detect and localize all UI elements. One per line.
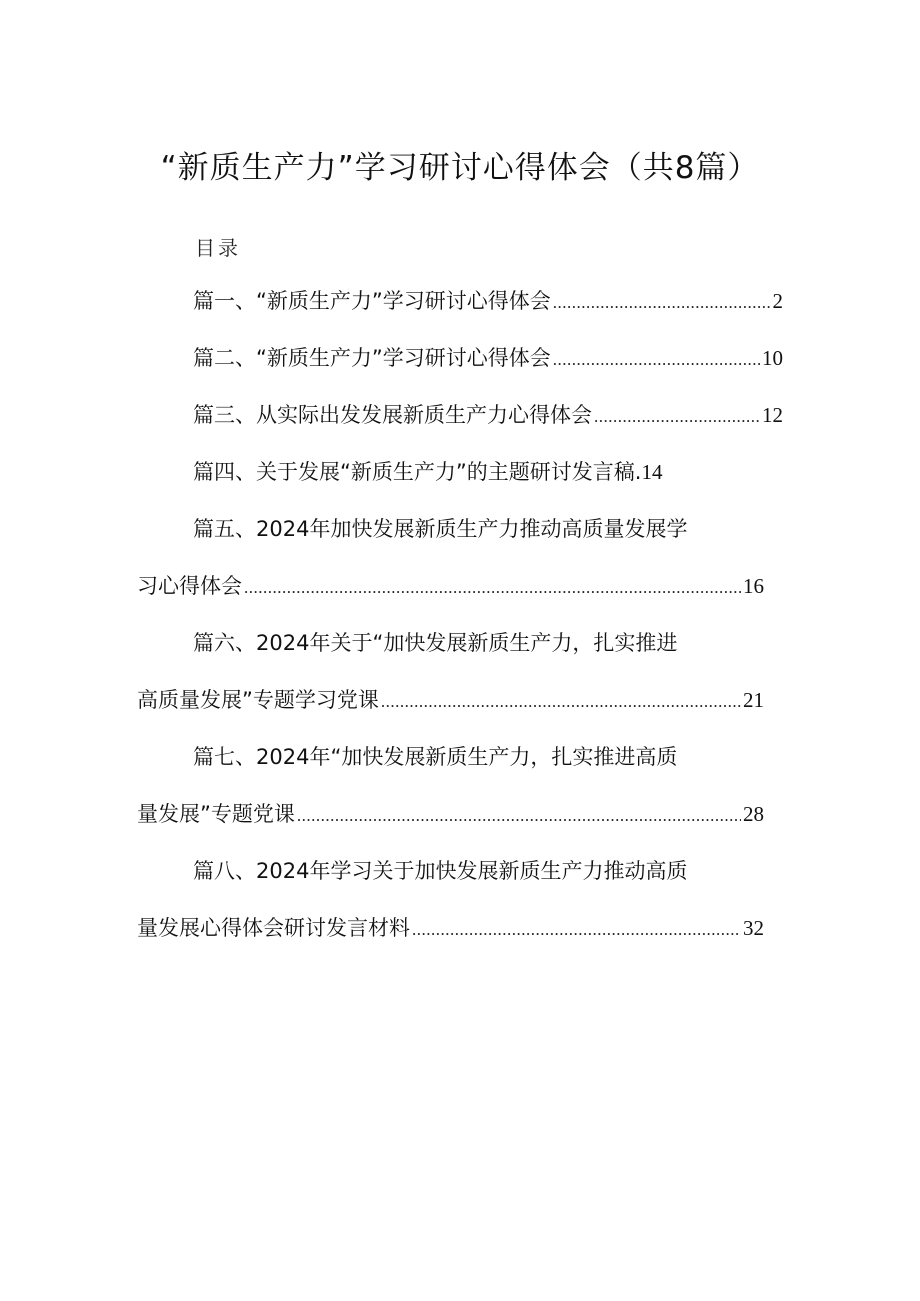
- toc-entry-5-line1[interactable]: [193, 514, 687, 544]
- toc-entry-5-line2[interactable]: [137, 571, 764, 603]
- toc-entry-5-page: 16: [743, 574, 764, 598]
- toc-entry-6-line2[interactable]: [137, 685, 764, 717]
- toc-entry-6-page: 21: [743, 688, 764, 712]
- toc-entry-4-page: 14: [641, 460, 663, 484]
- toc-leader: [553, 288, 771, 318]
- toc-entry-7-line2[interactable]: [137, 799, 764, 831]
- toc-leader: [381, 687, 741, 717]
- toc-entry-8-page: 32: [743, 916, 764, 940]
- toc-entry-2-title: 篇二、“新质生产力”学习研讨心得体会: [193, 346, 551, 370]
- toc-label: 目录: [195, 236, 241, 260]
- toc-leader: [244, 573, 741, 603]
- toc-entry-6-line1[interactable]: [193, 628, 677, 658]
- toc-entry-1-page: 2: [772, 289, 783, 313]
- toc-entry-7-page: 28: [743, 802, 764, 826]
- toc-entry-5-title-part2: 习心得体会: [137, 574, 242, 598]
- toc-entry-1[interactable]: [193, 286, 783, 318]
- toc-entry-6-title-part2: 高质量发展”专题学习党课: [137, 688, 379, 712]
- toc-entry-7-title-part1: 篇七、2024年“加快发展新质生产力，扎实推进高质: [193, 745, 678, 769]
- toc-entry-8-title-part1: 篇八、2024年学习关于加快发展新质生产力推动高质: [193, 859, 688, 883]
- toc-entry-5-title-part1: 篇五、2024年加快发展新质生产力推动高质量发展学: [193, 517, 688, 541]
- toc-entry-2-page: 10: [762, 346, 783, 370]
- toc-leader: [297, 801, 741, 831]
- toc-entry-2[interactable]: [193, 343, 783, 375]
- toc-entry-6-title-part1: 篇六、2024年关于“加快发展新质生产力，扎实推进: [193, 631, 678, 655]
- toc-entry-3[interactable]: [193, 400, 783, 432]
- toc-leader: [553, 345, 760, 375]
- toc-entry-7-title-part2: 量发展”专题党课: [137, 802, 295, 826]
- document-title: “新质生产力”学习研讨心得体会（共8篇）: [160, 150, 760, 186]
- toc-entry-3-title: 篇三、从实际出发发展新质生产力心得体会: [193, 403, 592, 427]
- toc-entry-4-title: 篇四、关于发展“新质生产力”的主题研讨发言稿.: [193, 460, 642, 484]
- toc-entry-8-line1[interactable]: [193, 856, 687, 886]
- toc-entry-7-line1[interactable]: [193, 742, 677, 772]
- toc-entry-8-line2[interactable]: [137, 913, 764, 945]
- toc-entry-1-title: 篇一、“新质生产力”学习研讨心得体会: [193, 289, 551, 313]
- toc-entry-3-page: 12: [762, 403, 783, 427]
- toc-entry-8-title-part2: 量发展心得体会研讨发言材料: [137, 916, 410, 940]
- toc-entry-4[interactable]: [193, 457, 662, 487]
- toc-leader: [594, 402, 760, 432]
- toc-leader: [412, 915, 741, 945]
